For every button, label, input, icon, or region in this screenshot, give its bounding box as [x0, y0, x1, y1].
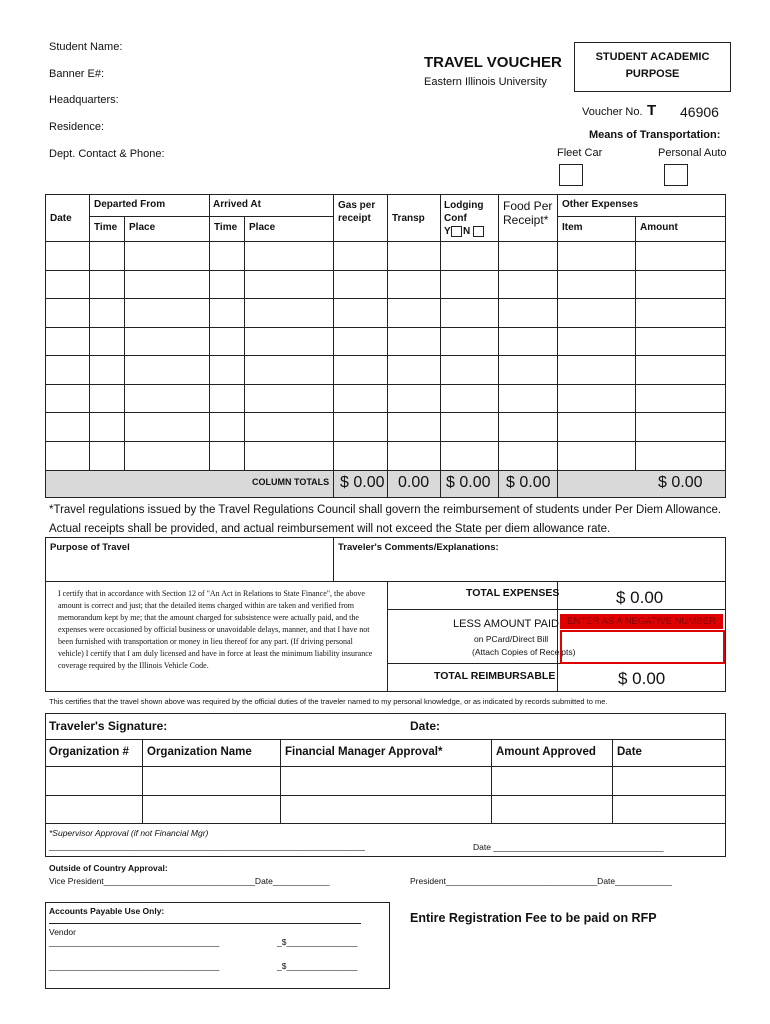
- outside-country-label: Outside of Country Approval:: [49, 863, 168, 873]
- rfp-note: Entire Registration Fee to be paid on RFP: [410, 911, 657, 925]
- means-label: Means of Transportation:: [589, 129, 721, 141]
- col-fin-mgr-approval: Financial Manager Approval*: [285, 746, 443, 758]
- negative-number-hint: ENTER AS A NEGATIVE NUMBER: [560, 614, 723, 629]
- fleet-car-checkbox[interactable]: [559, 164, 583, 186]
- col-food: Food Per Receipt*: [503, 199, 553, 227]
- amount-paid-input[interactable]: [560, 630, 725, 664]
- total-reimbursable-value: $ 0.00: [618, 669, 666, 688]
- headquarters-label: Headquarters:: [49, 94, 119, 106]
- ap-title: Accounts Payable Use Only:: [49, 906, 165, 916]
- vice-president-line: Vice President________________________________Date____________: [49, 876, 330, 886]
- voucher-label: Voucher No.: [582, 106, 643, 118]
- ap-vendor-label: Vendor: [49, 927, 76, 937]
- column-totals-label: COLUMN TOTALS: [252, 477, 330, 487]
- ap-vendor-line-2: ____________________________________: [49, 961, 220, 971]
- supervisor-date-line: Date ____________________________________: [473, 842, 664, 852]
- total-food: $ 0.00: [506, 474, 551, 491]
- col-arr-time: Time: [214, 222, 238, 233]
- total-transp: 0.00: [398, 474, 430, 491]
- pcard-label: on PCard/Direct Bill: [474, 634, 549, 644]
- col-dep-time: Time: [94, 222, 118, 233]
- page-title: TRAVEL VOUCHER: [424, 54, 562, 71]
- student-name-label: Student Name:: [49, 41, 123, 53]
- lodging-no-checkbox[interactable]: [473, 226, 484, 237]
- col-lodging: Lodging Conf: [444, 200, 484, 224]
- total-other: $ 0.00: [658, 474, 703, 491]
- supervisor-signature-line: _______________________________________________________________________: [49, 842, 365, 851]
- supervisor-label: *Supervisor Approval (if not Financial Mgr): [49, 828, 209, 838]
- voucher-number: 46906: [680, 104, 719, 120]
- lodging-y-label: Y: [444, 226, 451, 237]
- travelers-comments-label: Traveler's Comments/Explanations:: [338, 542, 499, 553]
- certifies-note: This certifies that the travel shown above was required by the official duties of the traveler named to my personal knowledge, or as indicated by records submitted to me.: [49, 697, 608, 706]
- banner-label: Banner E#:: [49, 68, 105, 80]
- voucher-prefix: T: [647, 102, 657, 119]
- col-departed-from: Departed From: [94, 199, 166, 210]
- university-name: Eastern Illinois University: [424, 76, 547, 88]
- col-org-number: Organization #: [49, 746, 129, 758]
- lodging-n-label: N: [463, 226, 471, 237]
- fleet-car-label: Fleet Car: [557, 147, 603, 159]
- col-org-name: Organization Name: [147, 746, 252, 758]
- col-other-expenses: Other Expenses: [562, 199, 639, 210]
- personal-auto-checkbox[interactable]: [664, 164, 688, 186]
- total-gas: $ 0.00: [340, 474, 385, 491]
- residence-label: Residence:: [49, 121, 105, 133]
- ap-vendor-line-1: ____________________________________: [49, 937, 220, 947]
- total-reimbursable-label: TOTAL REIMBURSABLE: [434, 670, 556, 682]
- ap-amount-line-2: _$_______________: [277, 961, 358, 971]
- totals-row: [46, 471, 725, 497]
- attach-receipts-label: (Attach Copies of Receipts): [472, 647, 576, 657]
- personal-auto-label: Personal Auto: [658, 147, 727, 159]
- col-approval-date: Date: [617, 746, 642, 758]
- purpose-of-travel-label: Purpose of Travel: [50, 542, 130, 553]
- col-transp: Transp: [392, 213, 425, 224]
- travelers-signature-label: Traveler's Signature:: [49, 719, 168, 733]
- col-date: Date: [50, 213, 72, 224]
- col-amount-approved: Amount Approved: [496, 746, 596, 758]
- dept-contact-label: Dept. Contact & Phone:: [49, 148, 165, 160]
- president-line: President________________________________Date____________: [410, 876, 672, 886]
- ap-amount-line-1: _$_______________: [277, 937, 358, 947]
- purpose-box: STUDENT ACADEMIC PURPOSE: [574, 42, 731, 92]
- certification-text: I certify that in accordance with Section 12 of "An Act in Relations to State Finance", the above amount is correct and just; that the detailed items charged within are taken and verified from memorandum kept by me; that the amount charged for subsistence were actually paid, and the expenses were occasioned by official business or unavoidable delays, manner, and that I have not been furnished with transportation or money in lieu thereof for any part. (If driving personal vehicle) I certify that I am duly licensed and have in force at least the minimum liability insurance coverage required by the Illinois Vehicle Code.: [58, 589, 373, 670]
- signature-date-label: Date:: [410, 719, 441, 733]
- col-arr-place: Place: [249, 222, 276, 233]
- less-amount-paid-label: LESS AMOUNT PAID: [453, 618, 559, 630]
- col-item: Item: [562, 222, 583, 233]
- total-expenses-label: TOTAL EXPENSES: [466, 587, 560, 599]
- expense-table: [45, 194, 726, 498]
- col-dep-place: Place: [129, 222, 156, 233]
- col-arrived-at: Arrived At: [213, 199, 261, 210]
- col-gas: Gas per receipt: [338, 200, 376, 224]
- regulation-note: *Travel regulations issued by the Travel Regulations Council shall govern the reimbursement of students under Per Diem Allowance. Actual receipts shall be provided, and actual reimbursement will not exceed the State per diem allowance rate.: [49, 504, 722, 535]
- total-expenses-value: $ 0.00: [616, 588, 664, 607]
- col-amount: Amount: [640, 222, 678, 233]
- total-lodging: $ 0.00: [446, 474, 491, 491]
- lodging-yes-checkbox[interactable]: [451, 226, 462, 237]
